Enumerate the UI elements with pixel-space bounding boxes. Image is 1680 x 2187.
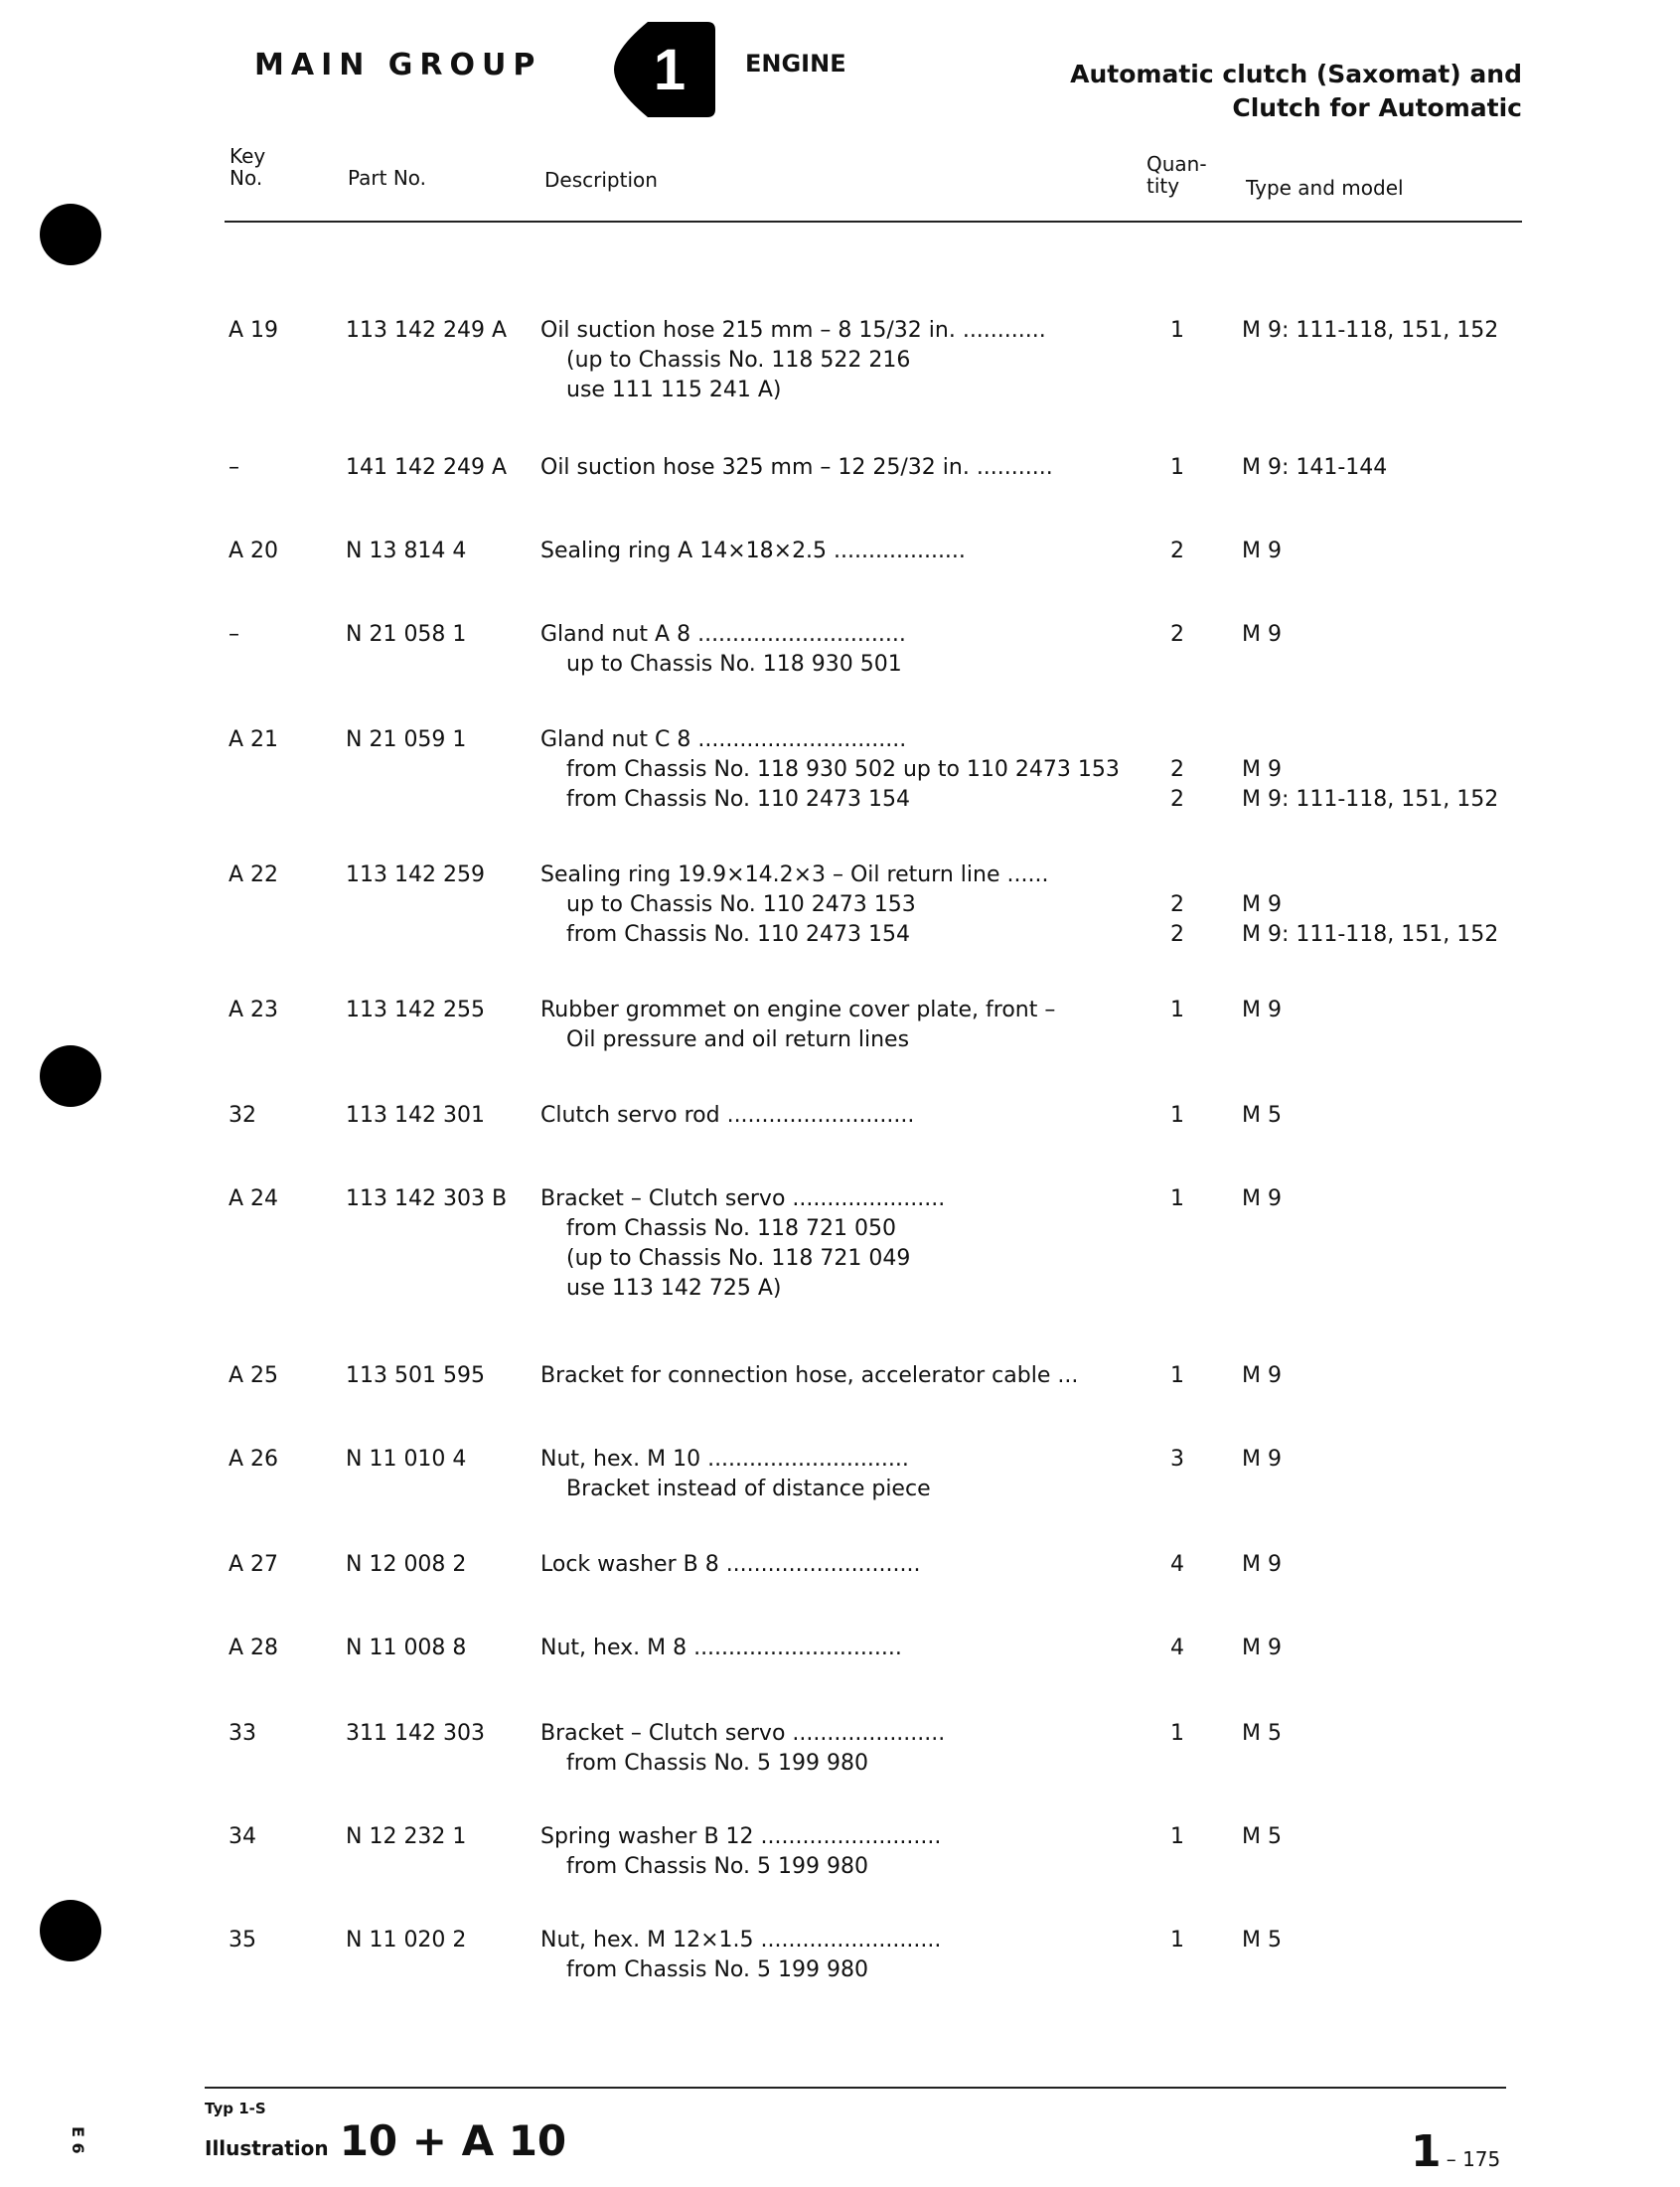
type-and-model — [1242, 1719, 1282, 1749]
key-number: – — [229, 622, 239, 647]
page-title-line2: Clutch for Automatic — [1232, 93, 1522, 122]
quantity — [1162, 1184, 1192, 1214]
description-line: from Chassis No. 110 2473 154 — [566, 787, 910, 812]
type-and-model — [1242, 620, 1282, 650]
quantity — [1162, 1445, 1192, 1475]
footer-rule — [205, 2087, 1506, 2089]
part-number: N 11 008 8 — [346, 1636, 467, 1660]
model-value: M 9 — [1242, 1636, 1282, 1660]
quantity-value: 2 — [1170, 757, 1184, 782]
quantity-value — [1162, 725, 1192, 755]
type-and-model — [1242, 996, 1282, 1025]
model-value: M 9 — [1242, 892, 1282, 917]
description — [540, 1822, 1127, 1882]
description — [540, 316, 1127, 405]
model-value: M 9 — [1242, 1186, 1282, 1211]
part-number: 113 142 249 A — [346, 318, 508, 343]
part-number: N 12 008 2 — [346, 1552, 467, 1577]
part-number: 113 142 259 — [346, 862, 485, 887]
description-line: Oil pressure and oil return lines — [566, 1027, 910, 1052]
quantity-value — [1162, 860, 1192, 890]
type-and-model — [1242, 1822, 1282, 1852]
description-line: Nut, hex. M 10 ............................. — [540, 1447, 909, 1472]
description-line: Clutch servo rod ........................... — [540, 1103, 915, 1128]
description-line: Oil suction hose 215 mm – 8 15/32 in. ............ — [540, 318, 1046, 343]
page-title-line1: Automatic clutch (Saxomat) and — [1070, 60, 1522, 88]
quantity-value: 1 — [1170, 318, 1184, 343]
quantity — [1162, 453, 1192, 483]
description-line: Bracket instead of distance piece — [566, 1477, 931, 1501]
quantity — [1162, 860, 1192, 950]
description — [540, 860, 1127, 950]
type-and-model — [1242, 1101, 1282, 1131]
col-part-header: Part No. — [348, 166, 427, 190]
part-number: 141 142 249 A — [346, 455, 508, 480]
model-value: M 5 — [1242, 1103, 1282, 1128]
description — [540, 1550, 1127, 1580]
model-value: M 9 — [1242, 1552, 1282, 1577]
quantity-value: 1 — [1170, 455, 1184, 480]
model-value: M 5 — [1242, 1928, 1282, 1953]
description-line: from Chassis No. 118 930 502 up to 110 2473 153 — [566, 757, 1120, 782]
key-number: 34 — [229, 1824, 256, 1849]
model-value: M 5 — [1242, 1721, 1282, 1746]
description-line: Bracket – Clutch servo ...................... — [540, 1186, 946, 1211]
type-and-model — [1242, 1926, 1282, 1955]
quantity-value: 2 — [1170, 539, 1184, 563]
quantity — [1162, 1634, 1192, 1663]
type-and-model — [1242, 1550, 1282, 1580]
key-number: A 27 — [229, 1552, 279, 1577]
description — [540, 1445, 1127, 1504]
model-value: M 9 — [1242, 622, 1282, 647]
description-line: Spring washer B 12 .......................... — [540, 1824, 942, 1849]
quantity-value: 1 — [1170, 998, 1184, 1022]
description-line: from Chassis No. 5 199 980 — [566, 1957, 868, 1982]
type-and-model — [1242, 316, 1498, 346]
page-number-sub: – 175 — [1446, 2147, 1501, 2171]
quantity-value: 4 — [1170, 1552, 1184, 1577]
description — [540, 1184, 1127, 1304]
part-number: 311 142 303 — [346, 1721, 485, 1746]
illustration-label: Illustration — [205, 2136, 329, 2160]
description-line: Oil suction hose 325 mm – 12 25/32 in. ........... — [540, 455, 1053, 480]
quantity-value: 1 — [1170, 1824, 1184, 1849]
quantity — [1162, 1550, 1192, 1580]
description — [540, 453, 1127, 483]
key-number: A 19 — [229, 318, 279, 343]
quantity — [1162, 1926, 1192, 1955]
description-line: (up to Chassis No. 118 721 049 — [566, 1246, 911, 1271]
type-and-model — [1242, 1361, 1282, 1391]
description — [540, 725, 1127, 815]
part-number: N 21 059 1 — [346, 727, 467, 752]
quantity-value: 2 — [1170, 892, 1184, 917]
header-rule — [225, 221, 1522, 223]
description — [540, 1926, 1127, 1985]
key-number: 35 — [229, 1928, 256, 1953]
key-number: A 28 — [229, 1636, 279, 1660]
type-and-model — [1242, 1184, 1282, 1214]
col-desc-header: Description — [544, 168, 658, 192]
quantity — [1162, 1719, 1192, 1749]
quantity-value: 3 — [1170, 1447, 1184, 1472]
model-value: M 9 — [1242, 539, 1282, 563]
description-line: Bracket for connection hose, accelerator cable ... — [540, 1363, 1079, 1388]
quantity — [1162, 1101, 1192, 1131]
part-number: 113 142 301 — [346, 1103, 485, 1128]
quantity — [1162, 1822, 1192, 1852]
type-and-model — [1242, 1445, 1282, 1475]
quantity — [1162, 725, 1192, 815]
margin-code: E 6 — [69, 2126, 87, 2154]
quantity — [1162, 1361, 1192, 1391]
description-line: from Chassis No. 5 199 980 — [566, 1751, 868, 1776]
group-number: 1 — [653, 38, 687, 102]
description-line: Gland nut C 8 .............................. — [540, 727, 907, 752]
model-value: M 9 — [1242, 757, 1282, 782]
key-number: A 20 — [229, 539, 279, 563]
col-qty-header: Quan- tity — [1146, 152, 1207, 198]
part-number: 113 142 303 B — [346, 1186, 508, 1211]
model-value: M 9 — [1242, 1447, 1282, 1472]
description — [540, 537, 1127, 566]
quantity — [1162, 316, 1192, 346]
key-number: – — [229, 455, 239, 480]
type-and-model — [1242, 453, 1387, 483]
description-line: up to Chassis No. 110 2473 153 — [566, 892, 916, 917]
description-line: (up to Chassis No. 118 522 216 — [566, 348, 911, 373]
quantity — [1162, 620, 1192, 650]
description-line: use 111 115 241 A) — [566, 378, 782, 402]
page-number-main: 1 — [1411, 2126, 1442, 2177]
part-number: N 12 232 1 — [346, 1824, 467, 1849]
description-line: Nut, hex. M 8 .............................. — [540, 1636, 902, 1660]
key-number: A 22 — [229, 862, 279, 887]
punch-hole-top — [40, 204, 101, 265]
description-line: Lock washer B 8 ............................ — [540, 1552, 921, 1577]
quantity-value: 1 — [1170, 1928, 1184, 1953]
quantity-value: 1 — [1170, 1186, 1184, 1211]
model-value: M 9: 111-118, 151, 152 — [1242, 922, 1499, 947]
page-number — [1411, 2126, 1500, 2177]
main-group-label: MAIN GROUP — [254, 48, 542, 82]
model-value: M 9: 111-118, 151, 152 — [1242, 318, 1499, 343]
model-value: M 9: 141-144 — [1242, 455, 1388, 480]
description — [540, 1361, 1127, 1391]
key-number: A 26 — [229, 1447, 279, 1472]
page-title — [1053, 58, 1522, 125]
part-number: N 13 814 4 — [346, 539, 467, 563]
part-number: 113 142 255 — [346, 998, 485, 1022]
type-label: Typ 1-S — [205, 2100, 266, 2117]
quantity-value: 1 — [1170, 1103, 1184, 1128]
description — [540, 620, 1127, 680]
punch-hole-bottom — [40, 1900, 101, 1961]
punch-hole-middle — [40, 1045, 101, 1107]
description-line: Nut, hex. M 12×1.5 .......................... — [540, 1928, 942, 1953]
description — [540, 1719, 1127, 1779]
model-value — [1242, 860, 1498, 890]
description-line: from Chassis No. 110 2473 154 — [566, 922, 910, 947]
illustration-number: 10 + A 10 — [339, 2116, 567, 2165]
description-line: up to Chassis No. 118 930 501 — [566, 652, 902, 677]
type-and-model — [1242, 1634, 1282, 1663]
col-key-header: Key No. — [229, 144, 266, 190]
illustration-reference — [205, 2116, 566, 2165]
description-line: from Chassis No. 118 721 050 — [566, 1216, 896, 1241]
group-number-badge — [608, 18, 719, 121]
model-value: M 9: 111-118, 151, 152 — [1242, 787, 1499, 812]
quantity-value: 2 — [1170, 622, 1184, 647]
model-value: M 9 — [1242, 998, 1282, 1022]
description — [540, 1101, 1127, 1131]
description-line: from Chassis No. 5 199 980 — [566, 1854, 868, 1879]
key-number: A 21 — [229, 727, 279, 752]
part-number: N 11 020 2 — [346, 1928, 467, 1953]
type-and-model — [1242, 537, 1282, 566]
description — [540, 996, 1127, 1055]
description-line: Gland nut A 8 .............................. — [540, 622, 906, 647]
model-value: M 5 — [1242, 1824, 1282, 1849]
description-line: use 113 142 725 A) — [566, 1276, 782, 1301]
part-number: N 11 010 4 — [346, 1447, 467, 1472]
quantity-value: 1 — [1170, 1363, 1184, 1388]
part-number: N 21 058 1 — [346, 622, 467, 647]
quantity — [1162, 996, 1192, 1025]
col-model-header: Type and model — [1246, 176, 1404, 200]
key-number: A 23 — [229, 998, 279, 1022]
quantity-value: 1 — [1170, 1721, 1184, 1746]
description-line: Bracket – Clutch servo ...................... — [540, 1721, 946, 1746]
quantity-value: 2 — [1170, 922, 1184, 947]
model-value — [1242, 725, 1498, 755]
type-and-model — [1242, 860, 1498, 950]
key-number: 32 — [229, 1103, 256, 1128]
quantity — [1162, 537, 1192, 566]
key-number: A 24 — [229, 1186, 279, 1211]
key-number: A 25 — [229, 1363, 279, 1388]
description-line: Sealing ring 19.9×14.2×3 – Oil return line ...... — [540, 862, 1049, 887]
description-line: Rubber grommet on engine cover plate, front – — [540, 998, 1056, 1022]
type-and-model — [1242, 725, 1498, 815]
key-number: 33 — [229, 1721, 256, 1746]
quantity-value: 4 — [1170, 1636, 1184, 1660]
model-value: M 9 — [1242, 1363, 1282, 1388]
description-line: Sealing ring A 14×18×2.5 ................... — [540, 539, 966, 563]
description — [540, 1634, 1127, 1663]
part-number: 113 501 595 — [346, 1363, 485, 1388]
quantity-value: 2 — [1170, 787, 1184, 812]
section-title: ENGINE — [745, 50, 846, 78]
